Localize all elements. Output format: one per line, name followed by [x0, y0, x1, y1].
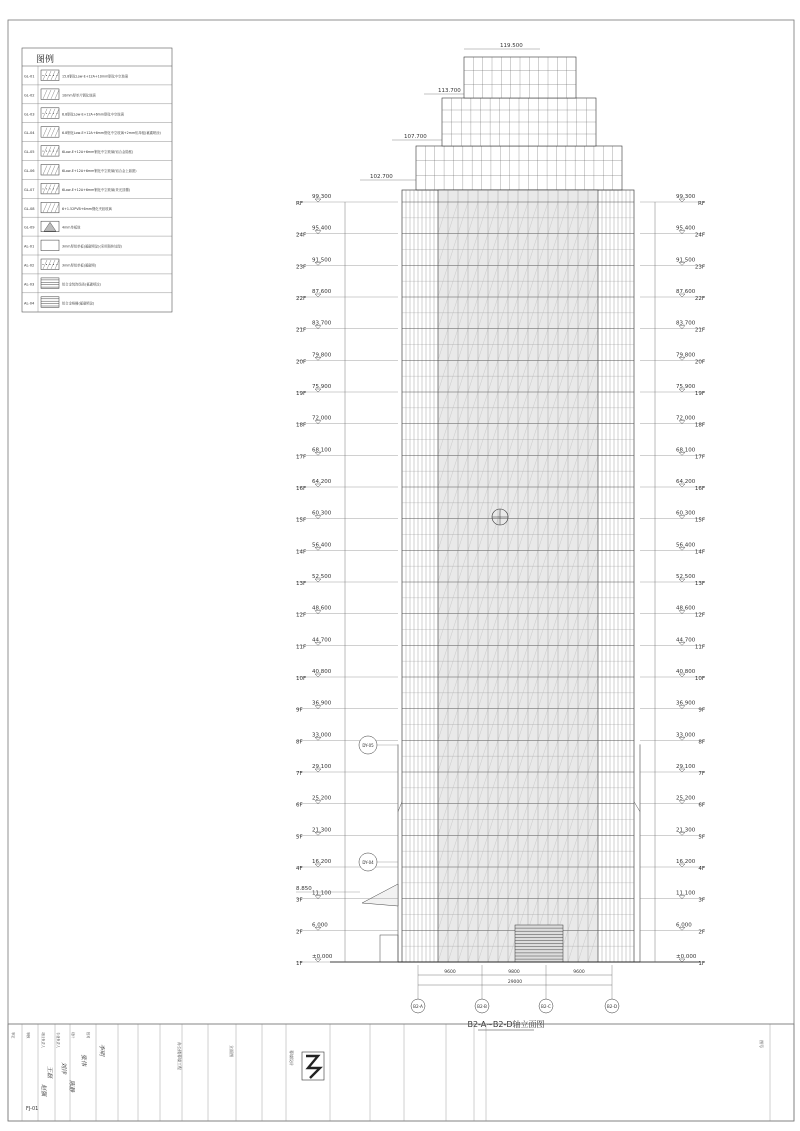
tower-facade — [402, 190, 634, 962]
floor-elevation-left: 52.500 — [312, 574, 332, 580]
floor-elevation-right: 44.700 — [676, 637, 696, 644]
axis-label: B2-B — [477, 1004, 487, 1009]
floor-label-left: 7F — [296, 771, 303, 777]
legend-swatch-dot — [46, 264, 47, 265]
legend-desc: 铝合金格栅(氟碳喷涂) — [62, 301, 95, 306]
legend-code: GL-03 — [24, 112, 35, 117]
crown-tiers — [416, 57, 622, 190]
floor-label-right: 5F — [698, 834, 705, 841]
legend-code: GL-09 — [24, 225, 35, 230]
legend-row — [22, 236, 172, 255]
legend-swatch-dot — [43, 188, 44, 189]
legend-swatch-dot — [46, 75, 47, 76]
floor-label-left: 3F — [296, 897, 303, 904]
legend-swatch — [41, 297, 59, 308]
legend-swatch-dot — [43, 151, 44, 152]
floor-elevation-left: 29.100 — [312, 764, 332, 770]
legend-desc: 6Low-E+12A+6mm钢化中空玻璃(铝合金上悬窗) — [62, 169, 137, 173]
legend-desc: 15.8钢化Low-E+12A+10mm钢化中空玻璃 — [62, 74, 129, 79]
floor-elevation-left: 21.300 — [312, 827, 332, 834]
floor-label-right: 6F — [698, 802, 705, 809]
signature: 刘洋 — [60, 1062, 67, 1075]
main-entrance — [515, 925, 563, 962]
floor-elevation-left: 33.000 — [312, 732, 332, 739]
floor-elevation-right: 25.200 — [676, 795, 696, 802]
floor-elevation-left: 91.500 — [312, 257, 332, 264]
floor-elevation-right: 48.600 — [676, 605, 696, 612]
legend-desc: 铝合金装饰线条(氟碳喷涂) — [62, 282, 101, 287]
floor-label-left: 13F — [296, 581, 307, 587]
floor-label-left: 10F — [296, 676, 307, 682]
floor-elevation-left: 83.700 — [312, 320, 332, 327]
floor-elevation-right: 95.400 — [676, 225, 696, 232]
crown-level-label: 107.700 — [404, 134, 427, 140]
floor-elevation-right: 40.800 — [676, 669, 696, 675]
legend-desc: 4mm单板玻 — [62, 225, 81, 230]
floor-label-left: 12F — [296, 612, 307, 619]
legend-code: GL-07 — [24, 187, 35, 192]
legend-title: 图例 — [36, 55, 55, 65]
floor-elevation-left: 75.900 — [312, 384, 332, 390]
floor-label-left: 6F — [296, 802, 303, 809]
legend-swatch — [41, 202, 59, 213]
crown-level-label: 119.500 — [500, 43, 523, 49]
floor-label-left: RF — [296, 201, 303, 207]
floor-label-right: 3F — [698, 897, 705, 904]
floor-label-right: 14F — [694, 549, 705, 556]
floor-label-right: 23F — [694, 264, 705, 271]
legend-row — [22, 142, 172, 161]
company-name: 幕墙设计 — [289, 1050, 294, 1066]
floor-elevation-left: 6.000 — [312, 922, 328, 929]
title-block-role: 审定 — [11, 1032, 15, 1039]
title-block-role: 审核 — [26, 1032, 30, 1039]
legend-swatch-dot — [57, 113, 58, 114]
legend-row — [22, 179, 172, 198]
legend-swatch-dot — [53, 188, 54, 189]
floor-elevation-left: 25.200 — [312, 795, 332, 802]
floor-elevation-left: 87.600 — [312, 289, 332, 295]
legend-swatch-dot — [43, 75, 44, 76]
floor-label-right: 8F — [698, 739, 705, 746]
floor-elevation-right: 52.500 — [676, 574, 696, 580]
floor-label-right: 13F — [694, 581, 705, 587]
axis-label: B2-C — [541, 1004, 551, 1009]
floor-label-left: 23F — [296, 264, 307, 271]
floor-elevation-right: 91.500 — [676, 257, 696, 264]
signature: 王磊 — [46, 1066, 53, 1079]
floor-label-left: 11F — [296, 644, 307, 651]
floor-elevation-right: ±0.000 — [676, 954, 697, 960]
legend-code: AL-04 — [24, 301, 35, 306]
floor-label-right: 16F — [694, 486, 705, 492]
legend-swatch-dot — [53, 264, 54, 265]
dimension-chain — [418, 965, 612, 992]
floor-elevation-right: 64.200 — [676, 479, 696, 485]
legend-swatch-dot — [46, 151, 47, 152]
floor-label-right: 2F — [698, 929, 705, 936]
floor-label-left: 19F — [296, 391, 307, 397]
legend-row — [22, 217, 172, 236]
floor-elevation-left: 79.800 — [312, 352, 332, 359]
legend-desc: 10mm厚单片钢化玻璃 — [62, 93, 96, 98]
floor-elevation-right: 6.000 — [676, 922, 692, 929]
floor-label-right: RF — [698, 201, 705, 207]
bay-dimension: 9600 — [573, 970, 585, 975]
legend-swatch — [41, 165, 59, 176]
legend-frame — [22, 48, 172, 312]
floor-elevation-left: 44.700 — [312, 637, 332, 644]
legend-desc: 3mm厚铝单板(氟碳喷) — [62, 263, 97, 268]
floor-elevation-left: 48.600 — [312, 605, 332, 612]
grid-axes — [411, 992, 619, 1013]
floor-elevation-right: 56.400 — [676, 542, 696, 549]
floor-elevation-right: 87.600 — [676, 289, 696, 295]
floor-label-right: 4F — [698, 866, 705, 872]
level-markers-right — [640, 194, 705, 967]
floor-elevation-right: 79.800 — [676, 352, 696, 359]
floor-elevation-right: 83.700 — [676, 320, 696, 327]
side-door — [380, 935, 398, 962]
legend-desc: 3mm厚铝单板(氟碳喷涂)(采用隔热处理) — [62, 244, 122, 249]
floor-label-left: 9F — [296, 707, 303, 714]
sheet-number: FJ-01 — [26, 1106, 39, 1112]
legend-code: GL-06 — [24, 169, 35, 173]
floor-elevation-right: 21.300 — [676, 827, 696, 834]
floor-elevation-right: 72.000 — [676, 415, 696, 422]
legend-panel — [22, 48, 172, 312]
bay-dimension: 9800 — [508, 970, 520, 975]
entrance-canopy — [362, 884, 398, 906]
legend-desc: 6.8钢化Low-E+12A+6mm钢化中空玻璃+2mm铝单板(氟碳喷涂) — [62, 131, 161, 136]
legend-swatch-dot — [53, 151, 54, 152]
legend-swatch — [41, 127, 59, 138]
floor-elevation-right: 11.100 — [676, 890, 696, 897]
floor-elevation-left: 95.400 — [312, 225, 332, 232]
floor-elevation-left: ±0.000 — [312, 954, 333, 960]
floor-label-right: 11F — [694, 644, 705, 651]
floor-label-right: 15F — [694, 517, 705, 524]
legend-swatch-dot — [57, 75, 58, 76]
legend-code: GL-02 — [24, 93, 35, 98]
floor-elevation-right: 75.900 — [676, 384, 696, 390]
level-markers-left — [296, 194, 398, 967]
legend-swatch-dot — [57, 151, 58, 152]
floor-elevation-left: 40.800 — [312, 669, 332, 675]
floor-elevation-right: 29.100 — [676, 764, 696, 770]
detail-tag-label: DY-05 — [362, 743, 374, 748]
floor-label-left: 5F — [296, 834, 303, 841]
floor-elevation-left: 99.300 — [312, 194, 332, 200]
legend-swatch-dot — [50, 264, 51, 265]
legend-swatch-dot — [57, 264, 58, 265]
title-block-role: 项目负责人 — [41, 1032, 45, 1048]
signature: 陈静 — [68, 1080, 75, 1093]
floor-label-left: 21F — [296, 327, 307, 334]
legend-code: AL-01 — [24, 244, 35, 249]
floor-elevation-right: 33.000 — [676, 732, 696, 739]
floor-elevation-right: 68.100 — [676, 447, 696, 454]
legend-code: AL-02 — [24, 263, 35, 268]
legend-code: GL-08 — [24, 206, 35, 211]
floor-label-left: 17F — [296, 454, 307, 461]
legend-swatch — [41, 240, 59, 251]
floor-label-right: 12F — [694, 612, 705, 619]
floor-label-right: 20F — [694, 359, 705, 366]
sheet-label: 图号 — [759, 1040, 764, 1048]
legend-swatch-dot — [43, 113, 44, 114]
canopy-elevation: 8.850 — [296, 886, 312, 892]
floor-elevation-left: 68.100 — [312, 447, 332, 454]
legend-row — [24, 293, 94, 312]
floor-label-right: 10F — [694, 676, 705, 682]
legend-row — [22, 104, 172, 123]
legend-swatch-dot — [53, 75, 54, 76]
floor-label-left: 16F — [296, 486, 307, 492]
floor-elevation-left: 11.100 — [312, 890, 332, 897]
title-block-role: 校对 — [86, 1032, 90, 1039]
floor-label-left: 24F — [296, 232, 307, 239]
legend-swatch-dot — [50, 188, 51, 189]
bay-dimension: 9600 — [444, 970, 456, 975]
legend-row — [22, 161, 172, 180]
legend-code: GL-01 — [24, 74, 35, 79]
floor-label-right: 9F — [698, 707, 705, 714]
floor-label-left: 8F — [296, 739, 303, 746]
axis-label: B2-D — [606, 1004, 618, 1009]
floor-elevation-right: 60.300 — [676, 510, 696, 517]
legend-row — [22, 274, 172, 293]
legend-row — [22, 255, 172, 274]
drawing-name: 立面图 — [229, 1045, 234, 1057]
floor-label-right: 18F — [694, 422, 705, 429]
legend-swatch — [41, 89, 59, 100]
project-name: 办公楼幕墙工程 — [177, 1042, 182, 1070]
crown-level-label: 113.700 — [438, 88, 461, 94]
legend-swatch-dot — [50, 113, 51, 114]
floor-elevation-right: 99.300 — [676, 194, 696, 200]
floor-label-left: 22F — [296, 296, 307, 302]
legend-swatch — [41, 278, 59, 289]
floor-label-right: 1F — [698, 961, 705, 967]
floor-label-left: 2F — [296, 929, 303, 936]
floor-elevation-left: 16.200 — [312, 859, 332, 865]
legend-swatch-dot — [53, 113, 54, 114]
signature: 张伟 — [80, 1054, 87, 1067]
title-block-role: 设计 — [71, 1032, 75, 1039]
floor-label-right: 22F — [694, 296, 705, 302]
legend-desc: 6.8钢化Low-E+12A+6mm钢化中空玻璃 — [62, 112, 124, 117]
legend-desc: 6Low-E+12A+6mm钢化中空玻璃(铝合金隐框) — [62, 150, 134, 155]
floor-label-right: 19F — [694, 391, 705, 397]
title-block-role: 专业负责人 — [56, 1032, 60, 1048]
legend-row — [22, 198, 172, 217]
legend-swatch-dot — [46, 188, 47, 189]
legend-desc: 6+1.52PVB+6mm钢化夹胶玻璃 — [62, 206, 112, 211]
company-logo — [302, 1052, 324, 1080]
floor-label-right: 17F — [694, 454, 705, 461]
floor-label-right: 21F — [694, 327, 705, 334]
floor-label-left: 14F — [296, 549, 307, 556]
legend-swatch-dot — [50, 75, 51, 76]
floor-elevation-left: 72.000 — [312, 415, 332, 422]
floor-label-right: 24F — [694, 232, 705, 239]
legend-row — [22, 123, 172, 142]
legend-swatch-dot — [43, 264, 44, 265]
floor-label-left: 4F — [296, 866, 303, 872]
floor-elevation-right: 16.200 — [676, 859, 696, 865]
legend-code: GL-05 — [24, 150, 35, 155]
legend-code: AL-03 — [24, 282, 35, 287]
building-elevation — [330, 57, 700, 962]
detail-tag-label: DY-04 — [362, 860, 374, 865]
floor-label-left: 20F — [296, 359, 307, 366]
title-block — [8, 1024, 794, 1121]
floor-elevation-left: 60.300 — [312, 510, 332, 517]
legend-swatch-dot — [50, 151, 51, 152]
legend-row — [22, 66, 172, 85]
legend-desc: 6Low-E+12A+6mm钢化中空玻璃(采光顶棚) — [62, 187, 130, 192]
legend-code: GL-04 — [24, 131, 35, 136]
floor-label-left: 18F — [296, 422, 307, 429]
floor-elevation-left: 36.900 — [312, 700, 332, 707]
legend-swatch-dot — [46, 113, 47, 114]
signature: 李明 — [98, 1044, 105, 1057]
total-dimension: 29000 — [507, 980, 523, 985]
floor-label-left: 1F — [296, 961, 303, 967]
legend-swatch-dot — [57, 188, 58, 189]
legend-row — [22, 85, 172, 104]
floor-label-right: 7F — [698, 771, 705, 777]
axis-label: B2-A — [413, 1004, 423, 1009]
floor-label-left: 15F — [296, 517, 307, 524]
signature: 赵强 — [40, 1084, 47, 1097]
crown-level-label: 102.700 — [370, 174, 393, 180]
floor-elevation-right: 36.900 — [676, 700, 696, 707]
drawing-title: B2-A~B2-D轴立面图 — [467, 1020, 545, 1029]
floor-elevation-left: 64.200 — [312, 479, 332, 485]
floor-elevation-left: 56.400 — [312, 542, 332, 549]
